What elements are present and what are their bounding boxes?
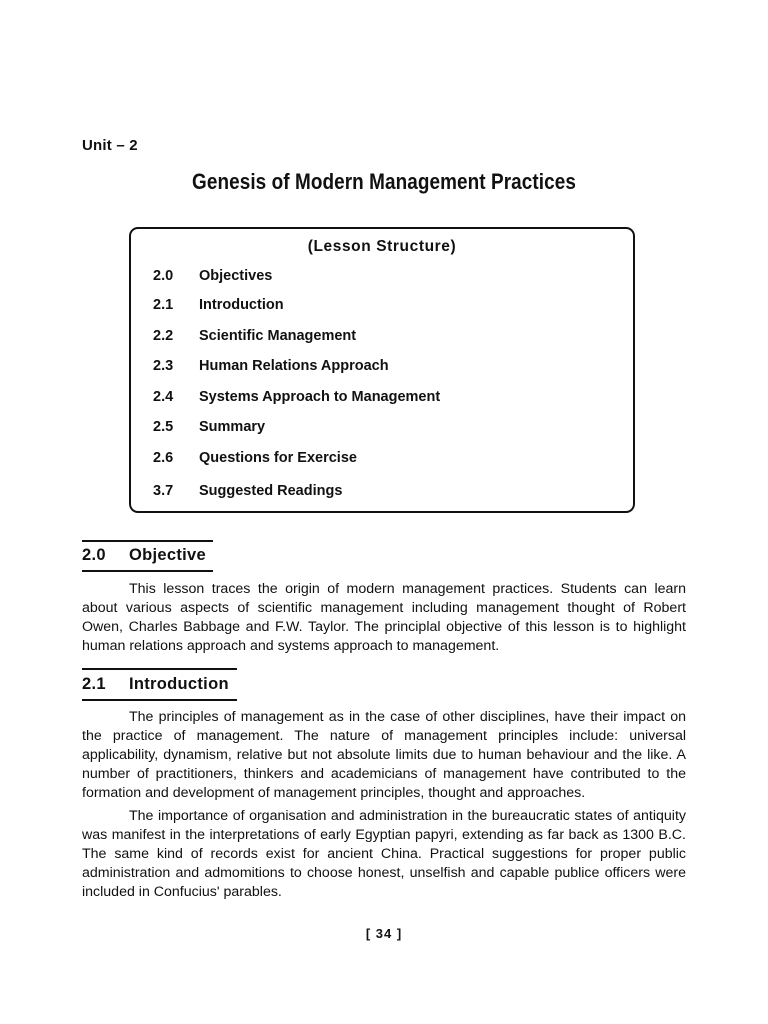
paragraph: The importance of organisation and administration in the bureaucratic states of antiquity was manifest in the interpretations of early Egyptian papyri, extending as far back as 1300 B.C. The same kind of records exist for ancient China. Practical suggestions for proper public administration and admomitions to choose honest, unselfish and capable publice officers were included in Confucius' parables. [82, 808, 686, 900]
lesson-item-number: 2.0 [153, 268, 174, 284]
lesson-item-label: Systems Approach to Management [199, 389, 441, 405]
lesson-item-number: 3.7 [153, 483, 174, 499]
lesson-item-label: Human Relations Approach [199, 358, 389, 374]
lesson-item-label: Summary [199, 419, 266, 435]
section-heading-objective [82, 546, 206, 565]
paragraph: This lesson traces the origin of modern management practices. Students can learn about various aspects of scientific management including management thought of Robert Owen, Charles Babbage and F.W. Taylor. The principlal objective of this lesson is to highlight human relations approach and systems approach to management. [82, 581, 686, 654]
lesson-item [153, 419, 265, 435]
section-number: 2.1 [82, 675, 106, 693]
lesson-item-label: Introduction [199, 297, 284, 313]
lesson-item-number: 2.4 [153, 389, 174, 405]
lesson-item [153, 297, 284, 313]
lesson-item [153, 358, 389, 374]
lesson-item-number: 2.2 [153, 328, 174, 344]
section-title: Objective [129, 546, 206, 564]
lesson-item [153, 450, 357, 466]
section-title: Introduction [129, 675, 229, 693]
lesson-item-number: 2.6 [153, 450, 174, 466]
section-rule-top [82, 668, 237, 670]
lesson-structure-heading: (Lesson Structure) [307, 238, 457, 255]
section-heading-introduction [82, 675, 229, 694]
lesson-item [153, 389, 440, 405]
page-number: [ 34 ] [365, 926, 403, 941]
section-rule-bottom [82, 699, 237, 701]
page-title: Genesis of Modern Management Practices [192, 169, 576, 194]
lesson-item-label: Suggested Readings [199, 483, 343, 499]
lesson-item [153, 483, 342, 499]
lesson-structure-box [129, 227, 635, 513]
section-number: 2.0 [82, 546, 106, 564]
paragraph: The principles of management as in the case of other disciplines, have their impact on the practice of management. The nature of management principles include: universal applicability, dynamism, relative but not absolute limits due to human behaviour and the like. A number of practitioners, thinkers and academicians of management have contributed to the formation and development of management principles, thought and approaches. [82, 709, 686, 801]
lesson-item-label: Questions for Exercise [199, 450, 357, 466]
lesson-item [153, 328, 356, 344]
lesson-item-number: 2.5 [153, 419, 174, 435]
section-rule-top [82, 540, 213, 542]
lesson-item [153, 268, 272, 284]
section-rule-bottom [82, 570, 213, 572]
lesson-item-number: 2.3 [153, 358, 174, 374]
lesson-item-label: Scientific Management [199, 328, 357, 344]
unit-label: Unit – 2 [82, 137, 138, 154]
lesson-item-number: 2.1 [153, 297, 174, 313]
lesson-item-label: Objectives [199, 268, 273, 284]
